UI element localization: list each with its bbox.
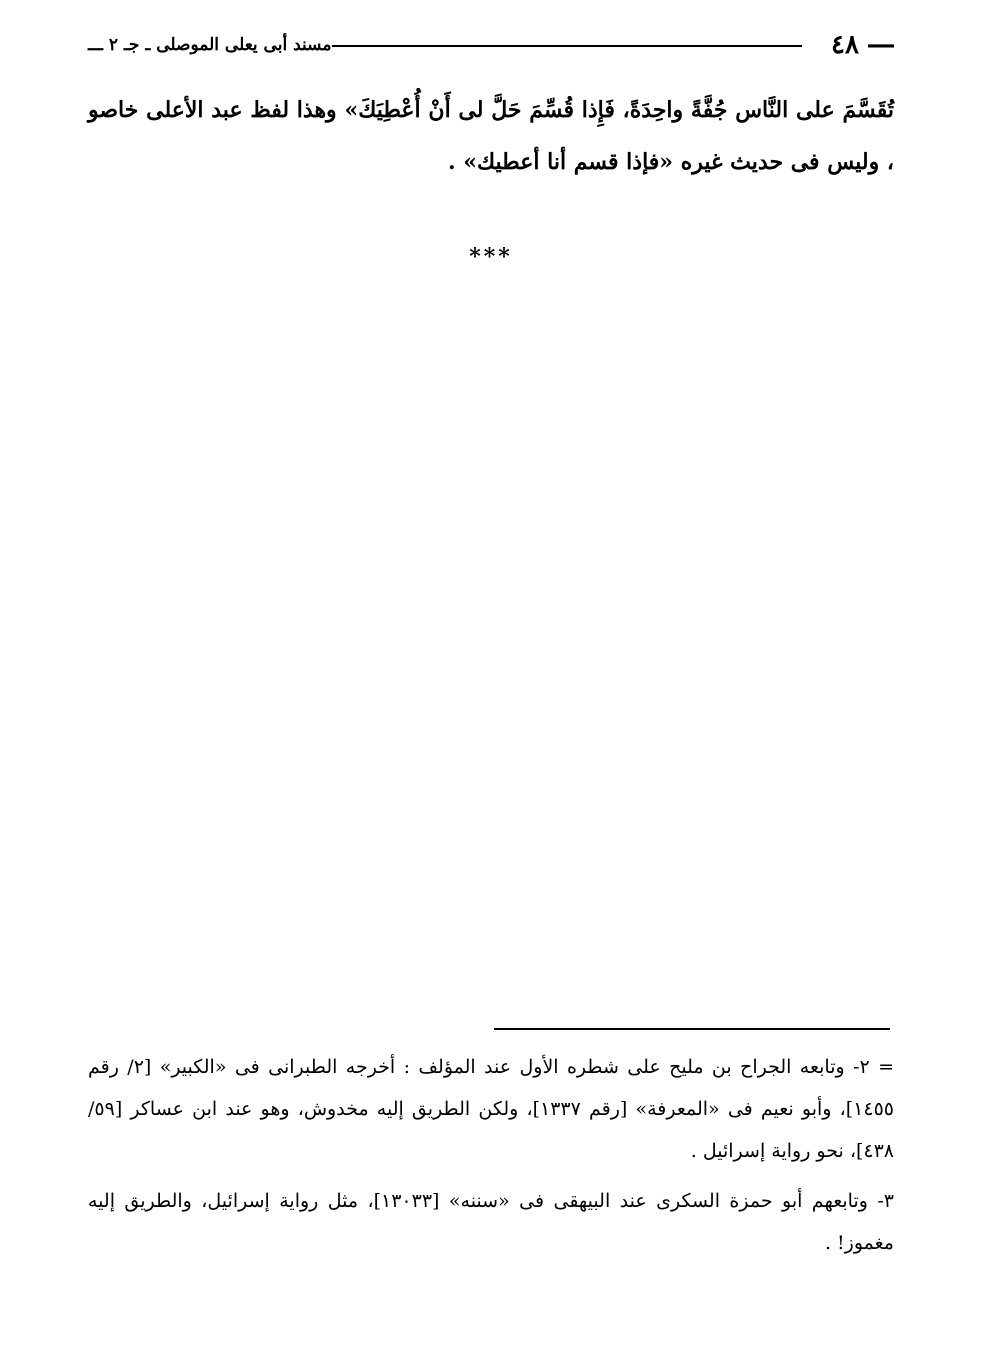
footnote-3: ٣- وتابعهم أبو حمزة السكرى عند البيهقى فى «سننه» [١٣٠٣٣]، مثل رواية إسرائيل، والطريق إليه مغموز! . xyxy=(88,1190,894,1254)
footnote-rule xyxy=(494,1028,890,1030)
running-title: مسند أبى يعلى الموصلى ـ جـ ٢ ـــ xyxy=(88,35,332,55)
header-rule xyxy=(332,45,802,47)
section-separator: *** xyxy=(469,244,513,270)
page-header xyxy=(88,28,894,62)
page-number: ― ٤٨ xyxy=(831,30,894,60)
main-paragraph: تُقَسَّمَ على النَّاس جُفَّةً واحِدَةً، فَإِذا قُسِّمَ حَلَّ لى أَنْ أُعْطِيَكَ» وهذا لفظ عبد الأعلى خاصو ، وليس فى حديث غيره «فإذا قسم أنا أعطيك» . xyxy=(88,97,894,175)
footnote-2: = ٢- وتابعه الجراح بن مليح على شطره الأول عند المؤلف : أخرجه الطبرانى فى «الكبير» [٢/ رقم ١٤٥٥]، وأبو نعيم فى «المعرفة» [رقم ١٣٣٧]، ولكن الطريق إليه مخدوش، وهو عند ابن عساكر [٥٩/ ٤٣٨]، نحو رواية إسرائيل . xyxy=(88,1056,894,1162)
footnotes xyxy=(88,1046,894,1272)
